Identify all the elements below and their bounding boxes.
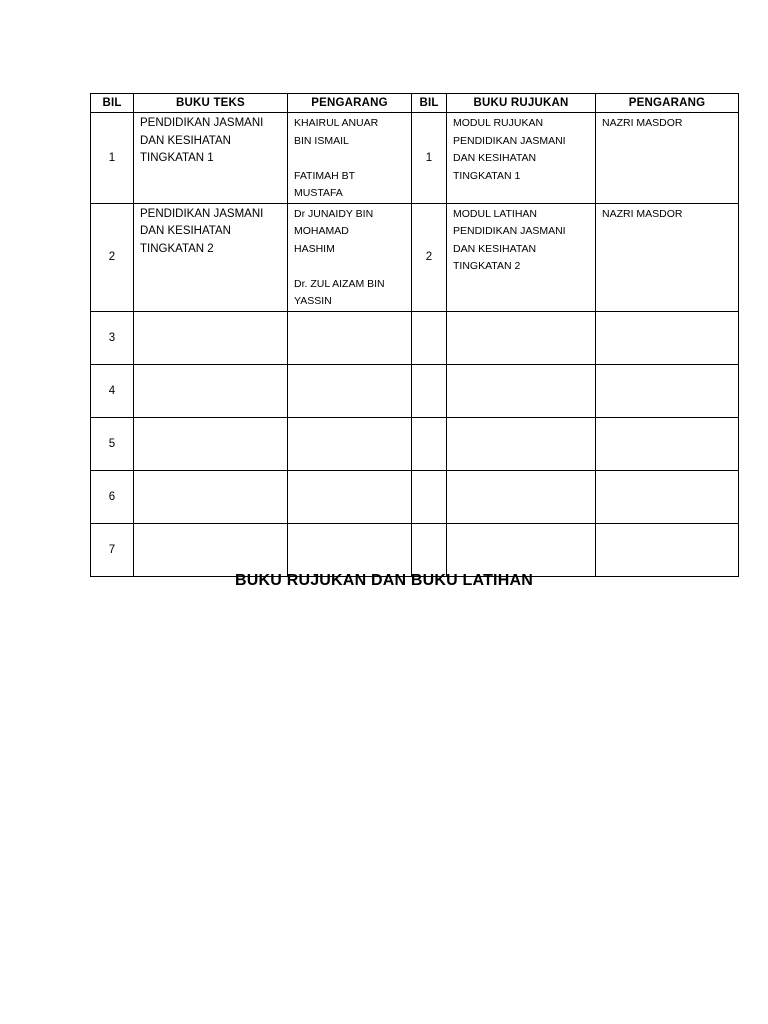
table-row [91,470,739,523]
buku-teks-cell [134,417,288,470]
buku-rujukan-cell [447,311,596,364]
header-pengarang-left: PENGARANG [288,94,412,113]
bil-right-cell [412,523,447,576]
pengarang-right-cell [596,364,739,417]
buku-teks-cell [134,113,288,204]
pengarang-right-cell [596,311,739,364]
buku-rujukan-text: MODUL LATIHAN PENDIDIKAN JASMANI DAN KESIHATAN TINGKATAN 2 [453,207,566,272]
document-caption: BUKU RUJUKAN DAN BUKU LATIHAN [235,572,533,589]
table-row [91,113,739,204]
buku-rujukan-text: MODUL RUJUKAN PENDIDIKAN JASMANI DAN KESIHATAN TINGKATAN 1 [453,117,566,182]
buku-teks-text: PENDIDIKAN JASMANI DAN KESIHATAN TINGKATAN 2 [140,207,264,255]
buku-rujukan-cell [447,470,596,523]
buku-rujukan-cell [447,523,596,576]
book-list-table [90,93,739,577]
pengarang-left-cell [288,523,412,576]
header-buku-teks: BUKU TEKS [134,94,288,113]
bil-left-cell: 5 [91,417,134,470]
pengarang-right-text: NAZRI MASDOR [602,117,683,129]
pengarang-right-text: NAZRI MASDOR [602,207,683,220]
buku-rujukan-cell [447,417,596,470]
buku-teks-cell [134,203,288,311]
pengarang-left-cell [288,364,412,417]
bil-left-cell: 6 [91,470,134,523]
buku-rujukan-cell [447,113,596,204]
pengarang-left-text: KHAIRUL ANUAR BIN ISMAIL FATIMAH BT MUSTAFA [294,117,379,199]
header-bil-left: BIL [91,94,134,113]
bil-right-cell [412,311,447,364]
pengarang-left-cell [288,417,412,470]
bil-right-cell: 2 [412,203,447,311]
header-buku-rujukan: BUKU RUJUKAN [447,94,596,113]
pengarang-right-cell [596,417,739,470]
buku-teks-cell [134,311,288,364]
pengarang-left-cell [288,203,412,311]
buku-teks-cell [134,523,288,576]
table-row [91,523,739,576]
pengarang-left-cell [288,470,412,523]
bil-left-cell: 4 [91,364,134,417]
header-pengarang-right: PENGARANG [596,94,739,113]
bil-left-cell: 3 [91,311,134,364]
buku-teks-cell [134,364,288,417]
table-header-row [91,94,739,113]
pengarang-left-cell [288,113,412,204]
buku-teks-text: PENDIDIKAN JASMANI DAN KESIHATAN TINGKATAN 1 [140,117,264,164]
pengarang-left-text: Dr JUNAIDY BIN MOHAMAD HASHIM Dr. ZUL AIZAM BIN YASSIN [294,207,385,307]
bil-right-cell [412,364,447,417]
buku-teks-cell [134,470,288,523]
table-row [91,203,739,311]
bil-left-cell: 7 [91,523,134,576]
table-row [91,417,739,470]
header-bil-right: BIL [412,94,447,113]
table-row [91,364,739,417]
buku-rujukan-cell [447,203,596,311]
buku-rujukan-cell [447,364,596,417]
bil-left-cell: 1 [91,113,134,204]
pengarang-left-cell [288,311,412,364]
bil-right-cell: 1 [412,113,447,204]
pengarang-right-cell [596,113,739,204]
bil-left-cell: 2 [91,203,134,311]
pengarang-right-cell [596,470,739,523]
bil-right-cell [412,417,447,470]
pengarang-right-cell [596,203,739,311]
table-row [91,311,739,364]
pengarang-right-cell [596,523,739,576]
bil-right-cell [412,470,447,523]
